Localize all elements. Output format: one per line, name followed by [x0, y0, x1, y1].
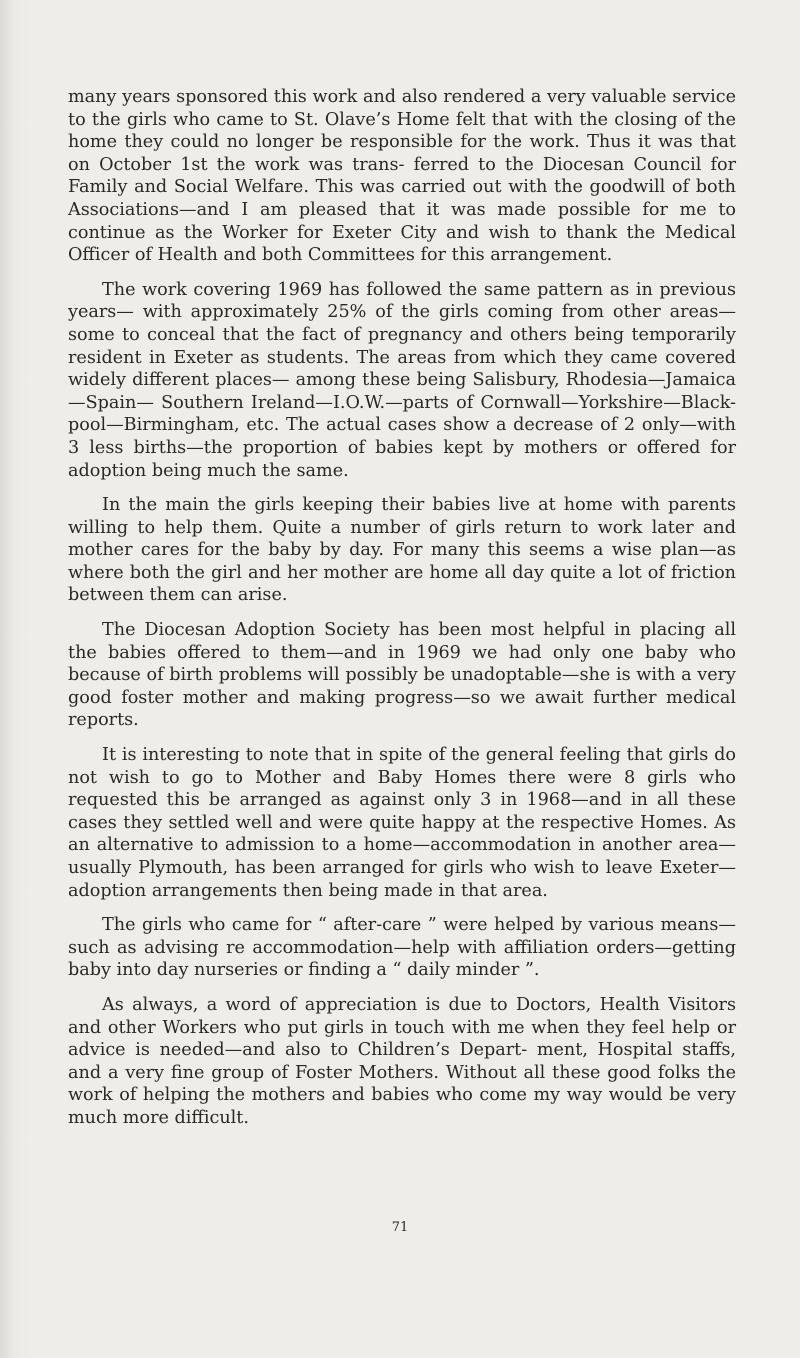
paragraph-continuation: many years sponsored this work and also rendered a very valuable service to the girls who came to St. Olave’s Home felt that with the closing of the home they could no longer be responsible for the work. Thus it was that on October 1st the work was trans- ferred to the Diocesan Council for Family and Social Welfare. This was carried out with the goodwill of both Associations—and I am pleased that it was made possible for me to continue as the Worker for Exeter City and wish to thank the Medical Officer of Health and both Committees for this arrangement. — [68, 87, 736, 266]
paragraph-mother-baby-homes: It is interesting to note that in spite of the general feeling that girls do not wish to go to Mother and Baby Homes there were 8 girls who requested this be arranged as against only 3 in 1968—and in all these cases they settled well and were quite happy at the respective Homes. As an alternative to admission to a home—accommodation in another area— usually Plymouth, has been arranged for girls who wish to leave Exeter—adoption arrangements then being made in that area. — [68, 745, 736, 901]
body-text — [68, 86, 736, 1142]
paragraph-appreciation: As always, a word of appreciation is due to Doctors, Health Visitors and other Workers who put girls in touch with me when they feel help or advice is needed—and also to Children’s Depart- ment, Hospital staffs, and a very fine group of Foster Mothers. Without all these good folks the work of helping the mothers and babies who come my way would be very much more difficult. — [68, 994, 736, 1128]
paragraph-work-1969: The work covering 1969 has followed the same pattern as in previous years— with approximately 25% of the girls coming from other areas—some to conceal that the fact of pregnancy and others being temporarily resident in Exeter as students. The areas from which they came covered widely different places— among these being Salisbury, Rhodesia—Jamaica—Spain— Southern Ireland—I.O.W.—parts of Cornwall—Yorkshire—Black- pool—Birmingham, etc. The actual cases show a decrease of 2 only—with 3 less births—the proportion of babies kept by mothers or offered for adoption being much the same. — [68, 279, 736, 481]
paragraph-girls-keeping-babies: In the main the girls keeping their babies live at home with parents willing to help them. Quite a number of girls return to work later and mother cares for the baby by day. For many this seems a wise plan—as where both the girl and her mother are home all day quite a lot of friction between them can arise. — [68, 495, 736, 606]
paragraph-after-care: The girls who came for “ after-care ” were helped by various means—such as advising re accommodation—help with affiliation orders—getting baby into day nurseries or finding a “ daily minder ”. — [68, 915, 736, 981]
page-number: 71 — [391, 1220, 409, 1235]
paragraph-adoption-society: The Diocesan Adoption Society has been most helpful in placing all the babies offered to them—and in 1969 we had only one baby who because of birth problems will possibly be unadoptable—she is with a very good foster mother and making progress—so we await further medical reports. — [68, 620, 736, 731]
